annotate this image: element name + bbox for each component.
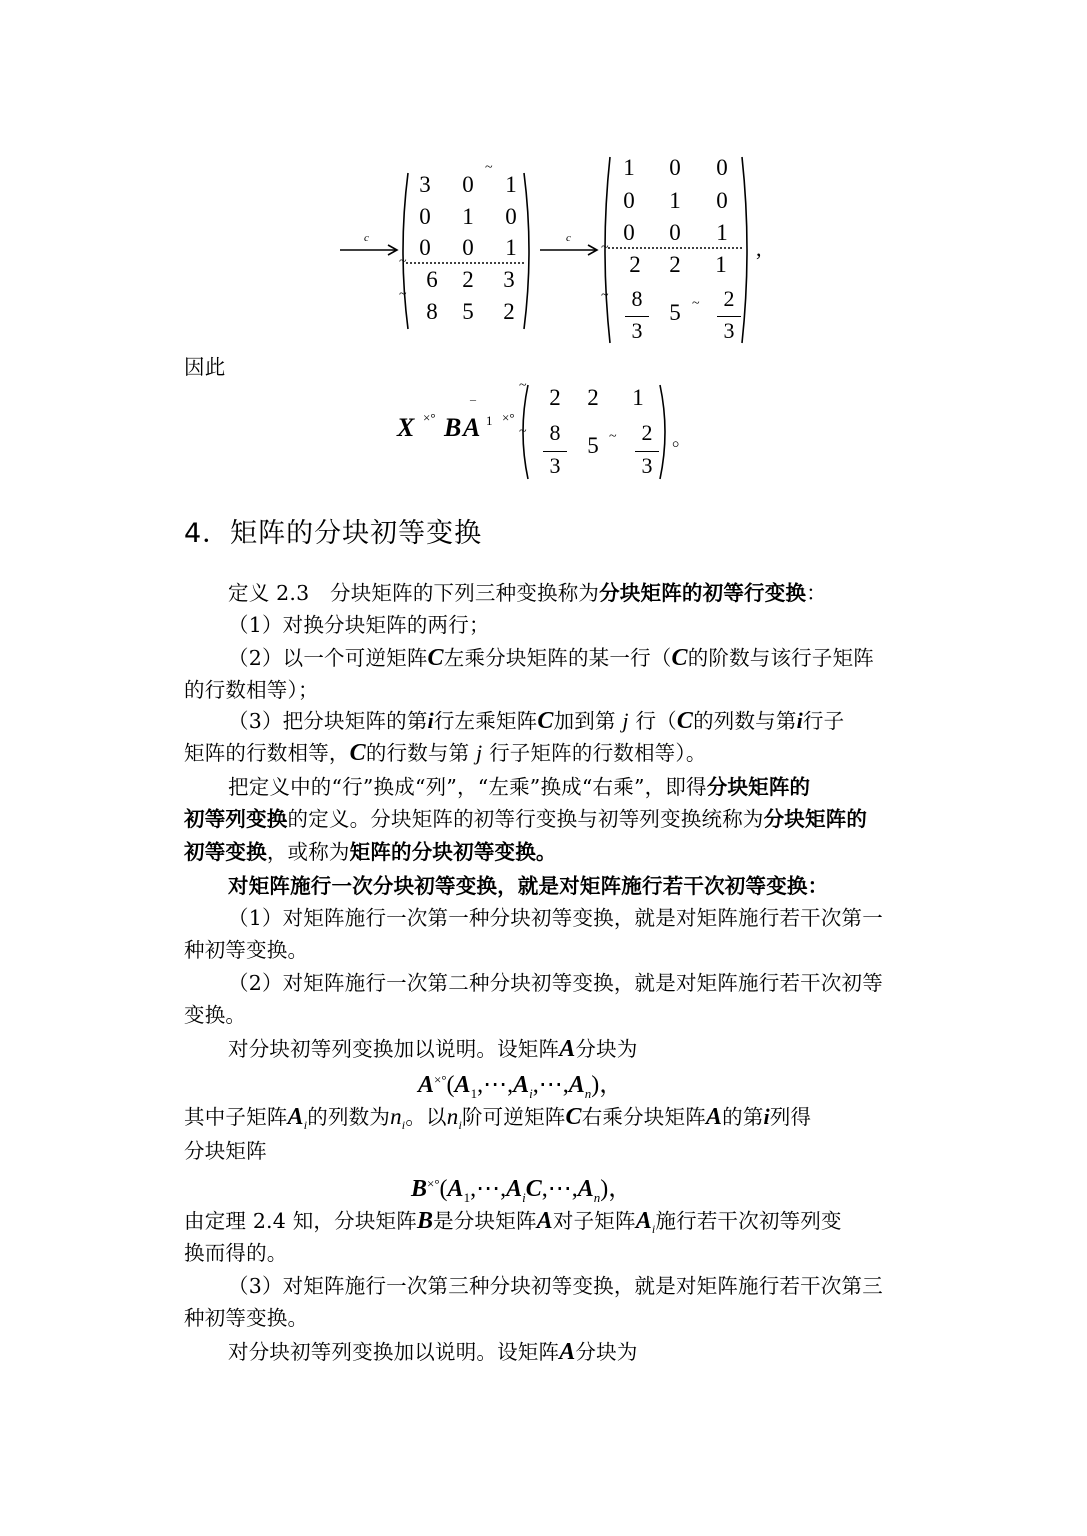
paragraph-line (184, 837, 906, 867)
subscript: i (651, 1222, 656, 1237)
text: ， (608, 1174, 633, 1202)
subscript: i (522, 1189, 526, 1205)
math-var: B (444, 413, 462, 442)
text: ： (806, 581, 827, 605)
matrix-cell: 2 (549, 385, 561, 410)
tilde-mark: ~ (399, 254, 407, 269)
subscript: i (458, 1118, 462, 1133)
math-var: A (513, 1072, 530, 1098)
list-item: （2）对矩阵施行一次第二种分块初等变换，就是对矩阵施行若干次初等 (228, 971, 883, 995)
matrix-cell: 0 (505, 204, 517, 229)
subscript: 1 (470, 1085, 478, 1101)
text: 的列数与第 (693, 709, 797, 733)
paragraph-line (184, 1102, 906, 1140)
dots: ,⋯, (470, 1176, 507, 1202)
math-var: i (427, 708, 434, 733)
list-item: （1）对矩阵施行一次第一种分块初等变换，就是对矩阵施行若干次第一 (228, 906, 883, 930)
matrix-cell: 2 (629, 252, 641, 277)
equals-glyph: ×° (434, 1072, 447, 1087)
list-item: （3）对矩阵施行一次第三种分块初等变换，就是对矩阵施行若干次第三 (228, 1274, 883, 1298)
text: 的阶数与该行子矩阵 (687, 646, 874, 670)
text: ， (599, 1070, 624, 1098)
text: 其中子矩阵 (184, 1105, 288, 1129)
text: 行左乘矩阵 (433, 709, 538, 733)
term: 分块矩阵的 (763, 807, 868, 831)
text: 的列数为 (307, 1105, 391, 1129)
math-var: j (622, 708, 629, 733)
matrix-cell: 1 (669, 188, 681, 213)
matrix-cell: 0 (623, 220, 635, 245)
subscript: n (584, 1085, 592, 1101)
math-var: B (411, 1176, 428, 1202)
matrix-cell: 1 (715, 252, 727, 277)
paragraph-line: 对矩阵施行一次分块初等变换，就是对矩阵施行若干次初等变换： (228, 874, 829, 898)
math-var: A (418, 1072, 435, 1098)
matrix-cell: 5 (462, 299, 474, 324)
tilde-mark: ~ (601, 288, 609, 303)
matrix-cell: 8 (426, 299, 438, 324)
matrix-cell: 0 (669, 155, 681, 180)
paragraph-line (228, 1337, 950, 1367)
definition-item-2 (228, 643, 950, 673)
matrix-cell: 1 (505, 235, 517, 260)
tilde-mark: ~ (399, 287, 407, 302)
paren: ) (591, 1072, 600, 1098)
math-var: A (577, 1176, 594, 1202)
matrix-cell: 1 (462, 204, 474, 229)
text: 分块为 (575, 1037, 638, 1061)
term: 初等变换 (184, 840, 267, 864)
math-var: C (537, 708, 554, 734)
trailing-comma: , (756, 236, 762, 261)
equals-glyph: ×° (427, 1176, 440, 1191)
text: 阶可逆矩阵 (461, 1105, 566, 1129)
math-var: A (287, 1104, 304, 1130)
text: 定义 2.3 分块矩阵的下列三种变换称为 (228, 581, 600, 605)
matrix-cell: 0 (419, 235, 431, 260)
paren: ( (446, 1072, 455, 1098)
math-var: C (671, 645, 688, 671)
equals-glyph: ×° (502, 410, 515, 425)
text: 加到第 (553, 709, 616, 733)
matrix-cell: 0 (669, 220, 681, 245)
term: 初等列变换 (184, 807, 288, 831)
term: 分块矩阵的 (706, 775, 811, 799)
text: 对分块初等列变换加以说明。设矩阵 (228, 1340, 560, 1364)
paragraph-line (228, 772, 950, 802)
matrix-cell: 1 (716, 220, 728, 245)
math-var: j (476, 740, 483, 765)
paragraph-line (228, 1034, 950, 1064)
paren: ) (600, 1176, 609, 1202)
section-heading: 4．矩阵的分块初等变换 (184, 518, 483, 549)
fraction-numerator: 2 (723, 286, 735, 311)
definition-item-2-cont: 的行数相等）； (184, 678, 319, 702)
matrix-cell: 3 (503, 267, 515, 292)
math-var: A (559, 1339, 576, 1365)
matrix-cell: 1 (632, 385, 644, 410)
text: 对子矩阵 (552, 1209, 636, 1233)
text: 。以 (405, 1105, 447, 1129)
text: 左乘分块矩阵的某一行（ (443, 646, 672, 670)
arrow-label: c (566, 232, 571, 244)
text: 矩阵的行数相等， (184, 741, 350, 765)
paren: ( (439, 1176, 448, 1202)
list-item-cont: 变换。 (184, 1003, 247, 1027)
matrix-cell: 3 (419, 172, 431, 197)
dots: ,⋯, (541, 1176, 578, 1202)
math-var: A (454, 1072, 471, 1098)
equation-a-partition (418, 1064, 623, 1102)
matrix-cell: 0 (419, 204, 431, 229)
text: 右乘分块矩阵 (581, 1105, 706, 1129)
text: ，或称为 (266, 840, 350, 864)
matrix-cell: 0 (716, 155, 728, 180)
text: 施行若干次初等列变 (655, 1209, 842, 1233)
subscript: i (303, 1118, 308, 1133)
math-var: X (397, 413, 415, 442)
fraction-numerator: 2 (641, 420, 653, 445)
math-var: A (568, 1072, 585, 1098)
text: 分块为 (575, 1340, 638, 1364)
text: 对分块初等列变换加以说明。设矩阵 (228, 1037, 560, 1061)
math-var: A (705, 1104, 723, 1130)
matrix-cell: 0 (462, 235, 474, 260)
tilde-mark: ~ (519, 378, 527, 393)
fraction-denominator: 3 (549, 453, 561, 478)
fraction-denominator: 3 (641, 453, 653, 478)
paragraph-line: 换而得的。 (184, 1241, 288, 1265)
matrix-cell: 0 (716, 188, 728, 213)
text: 列得 (769, 1105, 812, 1129)
tilde-mark: ~ (609, 429, 617, 444)
text: 的定义。分块矩阵的初等行变换与初等列变换统称为 (287, 807, 764, 831)
text: （3）把分块矩阵的第 (228, 709, 428, 733)
list-item-cont: 种初等变换。 (184, 938, 309, 962)
matrix-cell: 0 (623, 188, 635, 213)
text: 的行数与第 (365, 741, 470, 765)
definition-line (228, 578, 950, 608)
matrix-cell: 5 (587, 433, 599, 458)
subscript: n (593, 1189, 601, 1205)
equals-glyph: ×° (423, 410, 436, 425)
dots: ,⋯, (477, 1072, 514, 1098)
superscript: 1 (486, 413, 493, 428)
tilde-mark: ~ (692, 296, 700, 311)
fraction-numerator: 8 (549, 420, 561, 445)
matrix-cell: 0 (462, 172, 474, 197)
term: 矩阵的分块初等变换。 (349, 840, 557, 864)
list-item-cont: 种初等变换。 (184, 1306, 309, 1330)
matrix-cell: 1 (505, 172, 517, 197)
math-var: C (565, 1104, 582, 1130)
definition-item-1: （1）对换分块矩阵的两行； (228, 613, 490, 637)
math-var: A (447, 1176, 464, 1202)
tilde-mark: ~ (601, 240, 609, 255)
term: 分块矩阵的初等行变换 (599, 581, 807, 605)
arrow-right-icon (338, 236, 400, 260)
fraction-denominator: 3 (631, 318, 643, 343)
overbar-mark: ¯ (470, 398, 476, 412)
paragraph-line (184, 804, 906, 834)
math-var: i (763, 1104, 770, 1129)
definition-item-3 (228, 706, 950, 736)
subscript: i (529, 1085, 533, 1101)
matrix-cell: 6 (426, 267, 438, 292)
math-var: C (525, 1176, 542, 1202)
math-var: A (559, 1036, 576, 1062)
text: （2）以一个可逆矩阵 (228, 646, 428, 670)
math-var: B (416, 1208, 434, 1234)
dots: ,⋯, (532, 1072, 569, 1098)
text: 把定义中的“行”换成“列”，“左乘”换成“右乘”，即得 (228, 775, 707, 799)
text: 行子矩阵的行数相等）。 (489, 741, 707, 765)
math-var: n (446, 1104, 459, 1129)
matrix-cell: 1 (623, 155, 635, 180)
text: 由定理 2.4 知，分块矩阵 (184, 1209, 417, 1233)
equation-b-partition (411, 1168, 632, 1206)
math-var: i (796, 708, 803, 733)
matrix-cell: 5 (669, 300, 681, 325)
paragraph-line: 分块矩阵 (184, 1139, 267, 1163)
math-var: n (390, 1104, 402, 1129)
text: 行子 (802, 709, 845, 733)
text: 的第 (722, 1105, 764, 1129)
tilde-mark: ~ (485, 160, 493, 175)
tilde-mark: ~ (519, 424, 527, 439)
text: 行（ (635, 709, 677, 733)
matrix-cell: 2 (462, 267, 474, 292)
math-var: A (536, 1208, 553, 1234)
subscript: 1 (463, 1189, 471, 1205)
math-var: A (635, 1208, 652, 1234)
math-var: A (506, 1176, 523, 1202)
period-mark: 。 (672, 426, 692, 450)
definition-item-3-cont (184, 738, 906, 768)
text: 是分块矩阵 (433, 1209, 537, 1233)
math-var: A (463, 413, 481, 442)
arrow-label: c (364, 232, 369, 244)
subscript: i (401, 1118, 406, 1133)
matrix-cell: 2 (503, 299, 515, 324)
fraction-numerator: 8 (631, 286, 643, 311)
matrix-cell: 2 (587, 385, 599, 410)
fraction-denominator: 3 (723, 318, 735, 343)
matrix-cell: 2 (669, 252, 681, 277)
math-var: C (349, 740, 366, 766)
math-var: C (427, 645, 444, 671)
math-var: C (676, 708, 694, 734)
intro-text: 因此 (184, 355, 226, 379)
